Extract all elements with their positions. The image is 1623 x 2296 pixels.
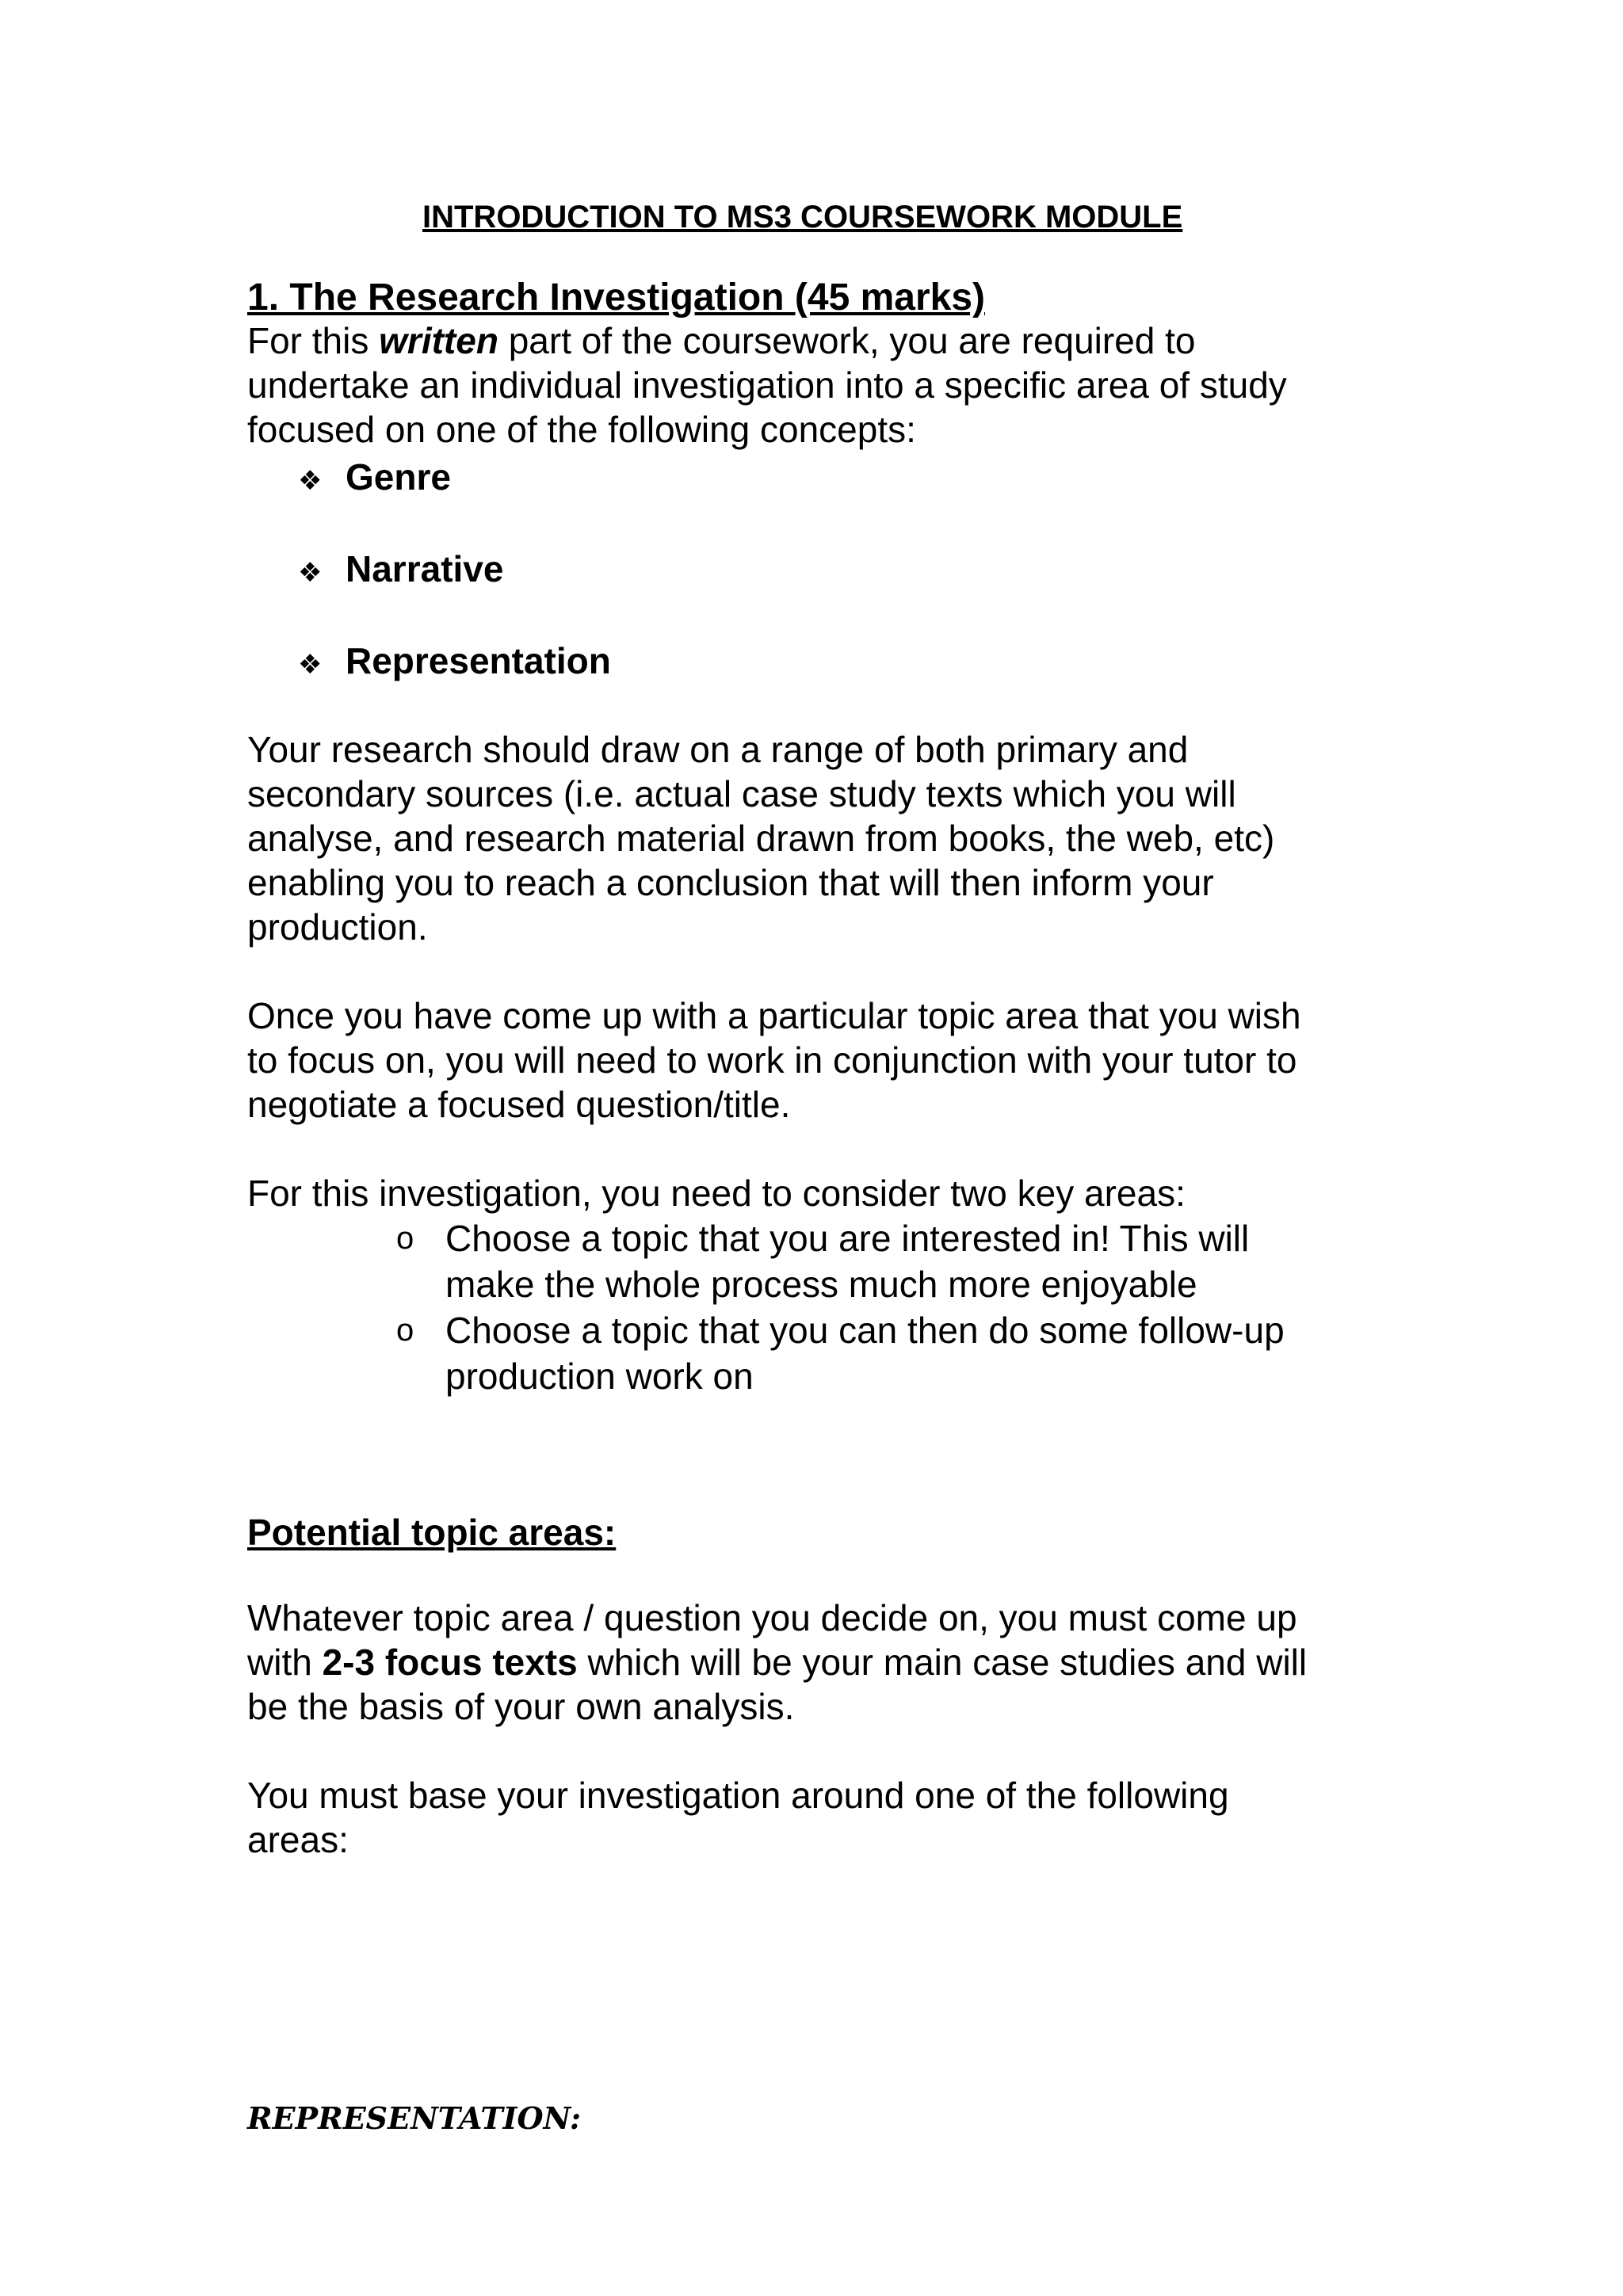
concept-item-narrative: ❖ Narrative xyxy=(298,547,503,595)
written-emphasis: written xyxy=(379,320,498,361)
intro-line-3: focused on one of the following concepts: xyxy=(247,409,916,450)
focus-texts-emphasis: 2-3 focus texts xyxy=(322,1642,578,1683)
key-area-item: o Choose a topic that you can then do some follow-up production work on xyxy=(396,1307,1285,1399)
diamond-bullet-icon: ❖ xyxy=(298,649,323,681)
representation-heading: REPRESENTATION: xyxy=(247,2100,581,2136)
document-title: INTRODUCTION TO MS3 COURSEWORK MODULE xyxy=(422,200,1183,235)
key-area-item: o Choose a topic that you are interested in! This will make the whole process much more enjoyable xyxy=(396,1215,1249,1307)
key-areas-intro: For this investigation, you need to consider two key areas: xyxy=(247,1173,1186,1214)
base-paragraph: You must base your investigation around one of the following areas: xyxy=(247,1775,1229,1860)
concept-item-genre: ❖ Genre xyxy=(298,455,451,503)
circle-bullet-icon: o xyxy=(396,1221,414,1256)
intro-line-2: undertake an individual investigation into a specific area of study xyxy=(247,364,1287,406)
topic-paragraph: Once you have come up with a particular topic area that you wish to focus on, you will need to work in conjunction with your tutor to negotiate a focused question/title. xyxy=(247,995,1301,1125)
circle-bullet-icon: o xyxy=(396,1313,414,1348)
diamond-bullet-icon: ❖ xyxy=(298,465,323,497)
concept-item-representation: ❖ Representation xyxy=(298,639,611,687)
potential-topics-heading: Potential topic areas: xyxy=(247,1512,617,1553)
diamond-bullet-icon: ❖ xyxy=(298,557,323,589)
research-paragraph: Your research should draw on a range of both primary and secondary sources (i.e. actual case study texts which you will analyse, and research material drawn from books, the web, etc) enabling you to reach a conclusion that will then inform your production. xyxy=(247,729,1275,948)
focus-paragraph: Whatever topic area / question you decide on, you must come up with 2-3 focus texts which will be your main case studies and will be the basis of your own analysis. xyxy=(247,1597,1308,1727)
section-heading: 1. The Research Investigation (45 marks) xyxy=(247,277,986,318)
intro-line-1: For this written part of the coursework, you are required to xyxy=(247,320,1196,361)
intro-paragraph xyxy=(247,318,1287,452)
